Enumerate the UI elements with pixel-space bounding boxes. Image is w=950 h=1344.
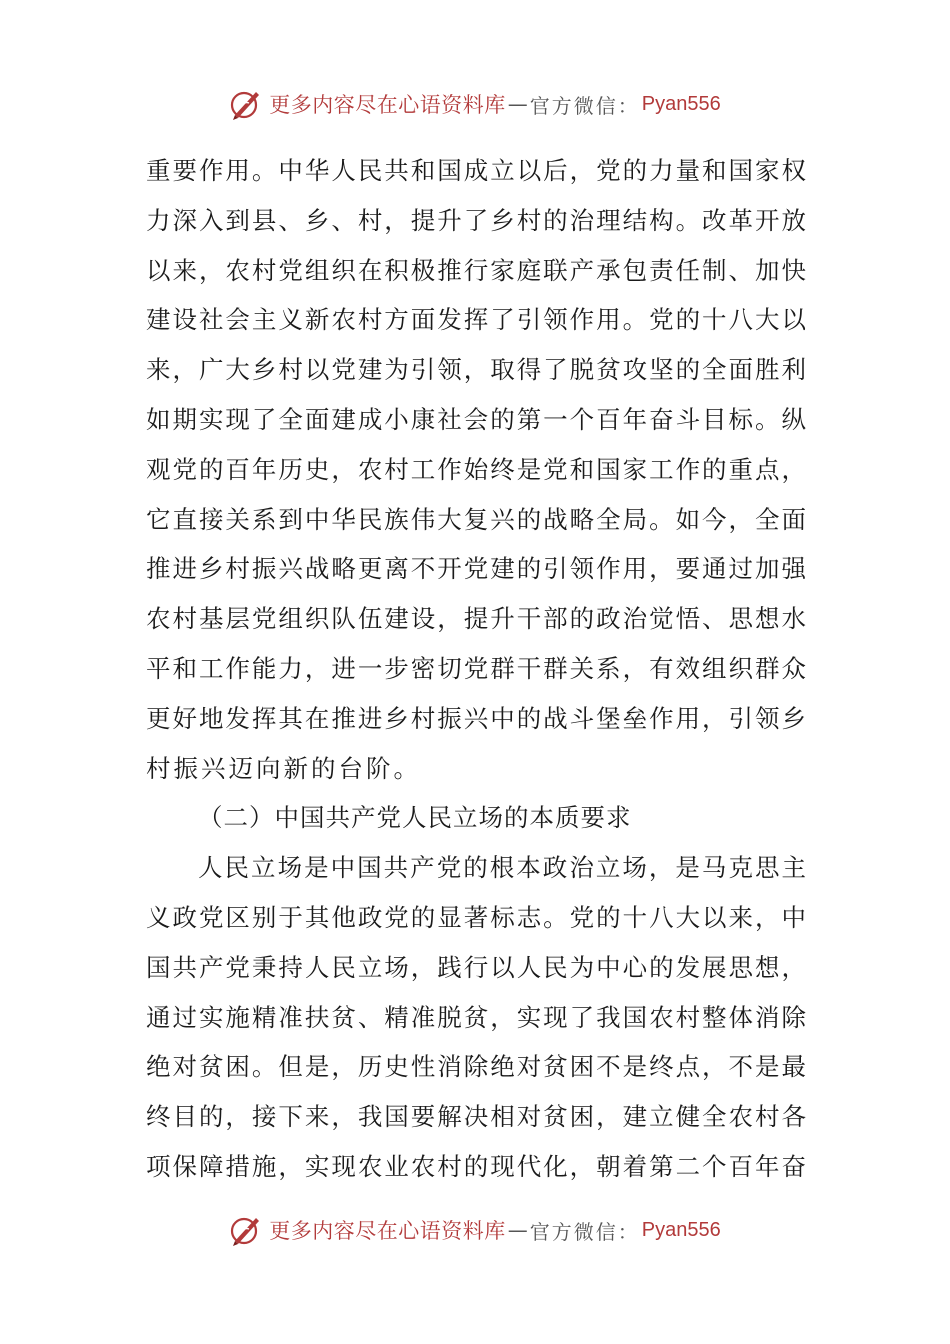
paragraph	[146, 146, 806, 793]
text-line: 人民立场是中国共产党的根本政治立场，是马克思主	[198, 853, 806, 883]
banner-wechat-id: Pyan556	[641, 92, 721, 115]
pen-logo-icon	[229, 87, 263, 121]
text-line: 项保障措施，实现农业农村的现代化，朝着第二个百年奋	[146, 1151, 806, 1181]
section-heading: （二）中国共产党人民立场的本质要求	[198, 803, 632, 833]
document-body	[146, 146, 806, 1192]
text-line: 以来，农村党组织在积极推行家庭联产承包责任制、加快	[146, 255, 806, 285]
banner-dash: —	[507, 92, 528, 116]
banner-official-label: 官方微信：	[529, 1219, 640, 1244]
banner-site-name: 更多内容尽在心语资料库	[269, 1219, 506, 1243]
text-line: 建设社会主义新农村方面发挥了引领作用。党的十八大以	[146, 305, 806, 335]
banner-site-name: 更多内容尽在心语资料库	[269, 93, 506, 117]
header-banner	[0, 84, 950, 124]
text-line: 农村基层党组织队伍建设，提升干部的政治觉悟、思想水	[146, 604, 806, 634]
banner-wechat-id: Pyan556	[641, 1218, 721, 1241]
text-line: 义政党区别于其他政党的显著标志。党的十八大以来，中	[146, 902, 806, 932]
footer-banner	[0, 1210, 950, 1250]
text-line: 国共产党秉持人民立场，践行以人民为中心的发展思想，	[146, 952, 806, 982]
banner-dash: —	[507, 1218, 528, 1242]
text-line: 来，广大乡村以党建为引领，取得了脱贫攻坚的全面胜利	[146, 355, 806, 385]
text-line: 村振兴迈向新的台阶。	[146, 753, 421, 783]
pen-logo-icon	[229, 1213, 263, 1247]
banner-official-label: 官方微信：	[529, 93, 640, 118]
text-line: 重要作用。中华人民共和国成立以后，党的力量和国家权	[146, 156, 806, 185]
text-line: 更好地发挥其在推进乡村振兴中的战斗堡垒作用，引领乡	[146, 703, 806, 733]
text-line: 通过实施精准扶贫、精准脱贫，实现了我国农村整体消除	[146, 1002, 806, 1032]
paragraph	[146, 843, 806, 1192]
text-line: 它直接关系到中华民族伟大复兴的战略全局。如今，全面	[146, 504, 806, 534]
text-line: 观党的百年历史，农村工作始终是党和国家工作的重点，	[146, 454, 806, 484]
text-line: 如期实现了全面建成小康社会的第一个百年奋斗目标。纵	[146, 404, 806, 434]
text-line: 力深入到县、乡、村，提升了乡村的治理结构。改革开放	[146, 205, 806, 235]
text-line: 平和工作能力，进一步密切党群干群关系，有效组织群众	[146, 653, 806, 683]
text-line: 绝对贫困。但是，历史性消除绝对贫困不是终点，不是最	[146, 1052, 806, 1082]
text-line: 推进乡村振兴战略更离不开党建的引领作用，要通过加强	[146, 554, 806, 584]
text-line: 终目的，接下来，我国要解决相对贫困，建立健全农村各	[146, 1102, 806, 1132]
